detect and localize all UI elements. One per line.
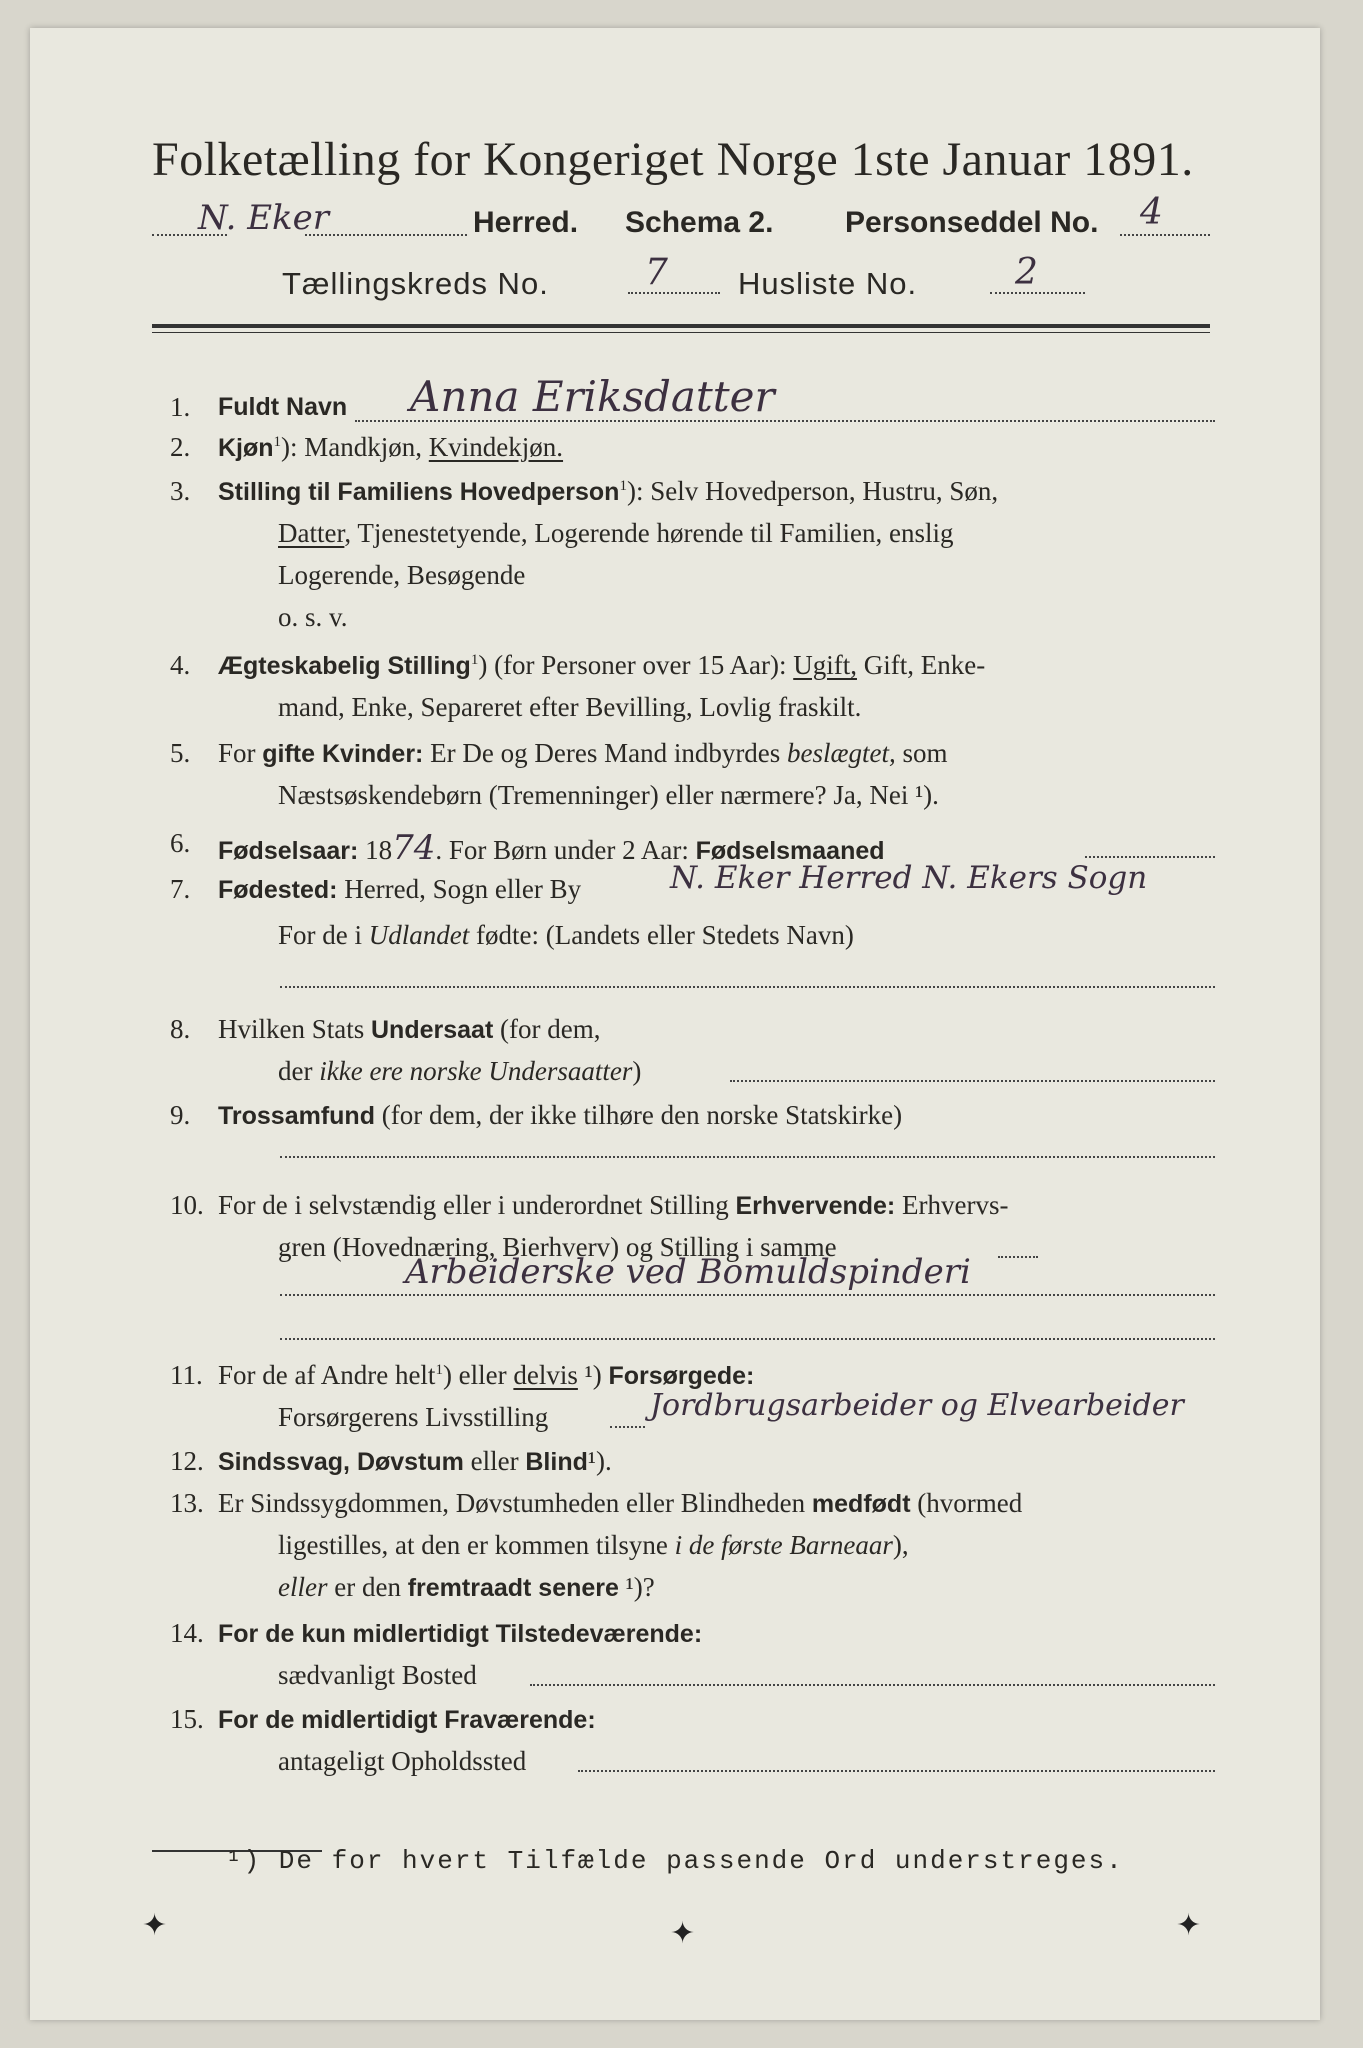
dotted-line bbox=[1085, 856, 1215, 858]
header-rule-thin bbox=[152, 332, 1210, 333]
item-number: 6. bbox=[170, 828, 191, 858]
herred-label: Herred. bbox=[473, 206, 579, 239]
schema-label: Schema 2. bbox=[625, 206, 774, 239]
family-position-row-2: Datter, Tjenestetyende, Logerende hørende til Familien, enslig bbox=[278, 518, 954, 548]
dotted-line bbox=[280, 986, 1215, 988]
temporary-absent-row: For de midlertidigt Fraværende: bbox=[218, 1706, 596, 1734]
occupation-value: Arbeiderske ved Bomuldspinderi bbox=[405, 1252, 971, 1292]
family-position-row-4: o. s. v. bbox=[278, 602, 348, 632]
item-number: 1. bbox=[170, 392, 191, 422]
congenital-row-3: eller er den fremtraadt senere ¹)? bbox=[278, 1572, 655, 1602]
temporary-present-row-2: sædvanligt Bosted bbox=[278, 1660, 477, 1690]
registration-mark-icon: ✦ bbox=[1176, 1908, 1202, 1943]
dotted-line bbox=[628, 292, 720, 294]
item-number: 4. bbox=[170, 650, 191, 680]
congenital-row-2: ligestilles, at den er kommen tilsyne i de første Barneaar), bbox=[278, 1530, 909, 1560]
dotted-line bbox=[280, 1338, 1215, 1340]
marital-status-row-2: mand, Enke, Separeret efter Bevilling, Lovlig fraskilt. bbox=[278, 692, 862, 722]
occupation-row-2: gren (Hovednæring, Bierhverv) og Stilling i samme bbox=[278, 1232, 837, 1262]
kreds-label: Tællingskreds No. bbox=[282, 266, 549, 301]
religion-row: Trossamfund (for dem, der ikke tilhøre den norske Statskirke) bbox=[218, 1100, 903, 1130]
married-women-row: For gifte Kvinder: Er De og Deres Mand indbyrdes beslægtet, som bbox=[218, 738, 948, 768]
supported-row-2: Forsørgerens Livsstilling bbox=[278, 1402, 549, 1432]
supported-selected: delvis bbox=[513, 1360, 578, 1390]
personseddel-value: 4 bbox=[1140, 192, 1163, 233]
item-number: 15. bbox=[170, 1704, 204, 1734]
dotted-line bbox=[280, 1294, 1215, 1296]
item-number: 8. bbox=[170, 1014, 191, 1044]
item-number: 14. bbox=[170, 1618, 204, 1648]
marital-status-selected: Ugift, bbox=[793, 650, 857, 680]
dotted-line bbox=[1120, 234, 1210, 236]
congenital-row: Er Sindssygdommen, Døvstumheden eller Blindheden medfødt (hvormed bbox=[218, 1488, 1023, 1518]
occupation-row: For de i selvstændig eller i underordnet Stilling Erhvervende: Erhvervs- bbox=[218, 1190, 1009, 1220]
dotted-line bbox=[530, 1684, 1215, 1686]
husliste-label: Husliste No. bbox=[738, 266, 918, 301]
temporary-absent-row-2: antageligt Opholdssted bbox=[278, 1746, 527, 1776]
full-name-label: Fuldt Navn bbox=[218, 393, 348, 421]
item-number: 7. bbox=[170, 874, 191, 904]
sex-selected: Kvindekjøn. bbox=[428, 432, 564, 462]
dotted-line bbox=[730, 1080, 1215, 1082]
sex-row: Kjøn$^1$): Mandkjøn, Kvindekjøn. bbox=[218, 432, 564, 462]
item-number: 3. bbox=[170, 476, 191, 506]
dotted-line bbox=[990, 292, 1085, 294]
registration-mark-icon: ✦ bbox=[142, 1908, 168, 1943]
item-number: 11. bbox=[170, 1360, 203, 1390]
item-number: 10. bbox=[170, 1190, 204, 1220]
full-name-value: Anna Eriksdatter bbox=[410, 372, 775, 421]
dotted-line bbox=[280, 1156, 1215, 1158]
header-rule bbox=[152, 324, 1210, 328]
dotted-line bbox=[578, 1770, 1215, 1772]
disability-row: Sindssvag, Døvstum eller Blind¹). bbox=[218, 1446, 612, 1476]
birth-year-row: Fødselsaar: 1874. For Børn under 2 Aar: Fødselsmaaned bbox=[218, 828, 885, 868]
supported-row: For de af Andre helt$^1$) eller delvis ¹) Forsørgede: bbox=[218, 1360, 755, 1390]
personseddel-label: Personseddel No. bbox=[845, 206, 1099, 239]
herred-value: N. Eker bbox=[198, 198, 329, 238]
item-number: 9. bbox=[170, 1100, 191, 1130]
family-position-selected: Datter bbox=[278, 518, 345, 548]
marital-status-row: Ægteskabelig Stilling$^1$) (for Personer over 15 Aar): Ugift, Gift, Enke- bbox=[218, 650, 986, 680]
citizenship-row: Hvilken Stats Undersaat (for dem, bbox=[218, 1014, 601, 1044]
birthplace-value: N. Eker Herred N. Ekers Sogn bbox=[670, 860, 1148, 896]
birthplace-row-2: For de i Udlandet fødte: (Landets eller Stedets Navn) bbox=[278, 920, 854, 950]
kreds-value: 7 bbox=[645, 252, 668, 293]
temporary-present-row: For de kun midlertidigt Tilstedeværende: bbox=[218, 1620, 703, 1648]
item-number: 5. bbox=[170, 738, 191, 768]
item-number: 12. bbox=[170, 1446, 204, 1476]
dotted-line bbox=[305, 234, 467, 236]
item-number: 2. bbox=[170, 432, 191, 462]
married-women-row-2: Næstsøskendebørn (Tremenninger) eller nærmere? Ja, Nei ¹). bbox=[278, 780, 939, 810]
birth-year-value: 74 bbox=[392, 828, 436, 868]
birthplace-row: Fødested: Herred, Sogn eller By bbox=[218, 874, 582, 904]
form-title: Folketælling for Kongeriget Norge 1ste Januar 1891. bbox=[152, 133, 1194, 186]
family-position-row-3: Logerende, Besøgende bbox=[278, 560, 526, 590]
dotted-line bbox=[610, 1426, 645, 1428]
husliste-value: 2 bbox=[1015, 252, 1038, 293]
family-position-row: Stilling til Familiens Hovedperson$^1$): Selv Hovedperson, Hustru, Søn, bbox=[218, 476, 999, 506]
registration-mark-icon: ✦ bbox=[670, 1916, 696, 1951]
provider-occupation-value: Jordbrugsarbeider og Elvearbeider bbox=[650, 1388, 1184, 1423]
footnote: ¹) De for hvert Tilfælde passende Ord understreges. bbox=[226, 1846, 1124, 1876]
item-number: 13. bbox=[170, 1488, 204, 1518]
citizenship-row-2: der ikke ere norske Undersaatter) bbox=[278, 1056, 642, 1086]
census-form bbox=[30, 28, 1320, 2020]
dotted-line bbox=[998, 1256, 1038, 1258]
